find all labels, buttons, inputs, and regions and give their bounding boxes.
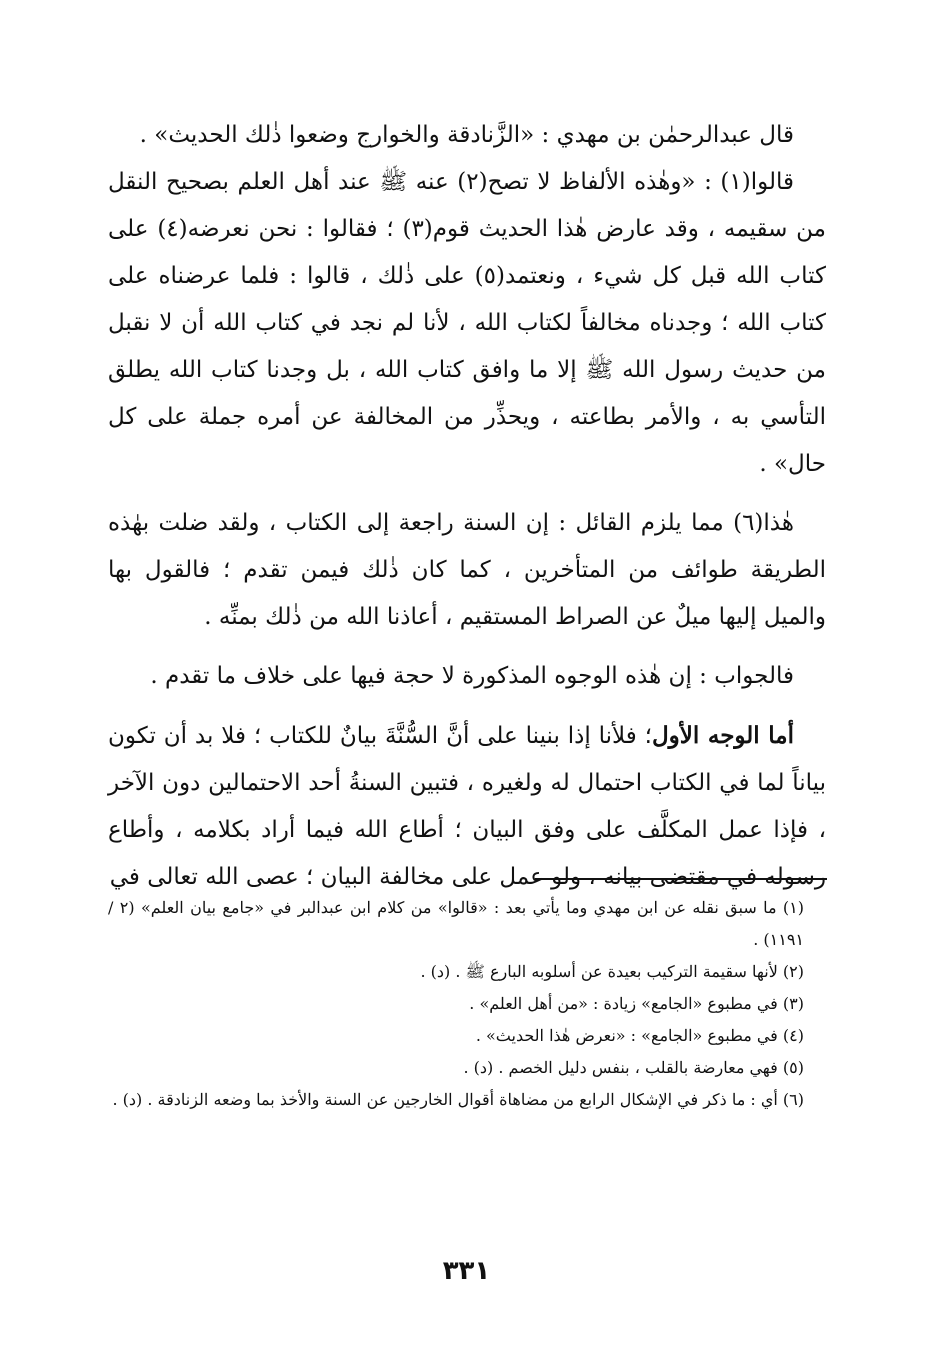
footnote-1: (١) ما سبق نقله عن ابن مهدي وما يأتي بعد : «قالوا» من كلام ابن عبدالبر في «جامع بيان العلم» (٢ / ١١٩١) . (108, 898, 804, 949)
paragraph-quote-ibn-mahdi: قال عبدالرحمٰن بن مهدي : «الزَّنادقة والخوارج وضعوا ذٰلك الحديث» . (139, 122, 794, 148)
footnote-3: (٣) في مطبوع «الجامع» زيادة : «من أهل العلم» . (469, 994, 804, 1013)
footnotes (108, 892, 826, 1116)
paragraph-hadha: هٰذا(٦) مما يلزم القائل : إن السنة راجعة إلى الكتاب ، ولقد ضلت بهٰذه الطريقة طوائف من المتأخرين ، كما كان ذٰلك فيمن تقدم ؛ فالقول بها والميل إليها ميلٌ عن الصراط المستقيم ، أعاذنا الله من ذٰلك بمنِّه . (108, 510, 826, 630)
footnote-6: (٦) أي : ما ذكر في الإشكال الرابع من مضاهاة أقوال الخارجين عن السنة والأخذ بما وضعه الزنادقة . (د) . (112, 1090, 804, 1109)
first-aspect-text: ؛ فلأنا إذا بنينا على أنَّ السُّنَّةَ بيانٌ للكتاب ؛ فلا بد أن تكون بياناً لما في الكتاب احتمال له ولغيره ، فتبين السنةُ أحد الاحتمالين دون الآخر ، فإذا عمل المكلَّف على وفق البيان ؛ أطاع الله فيما أراد بكلامه ، وأطاع رسوله في مقتضى بيانه ، ولو عمل على مخالفة البيان ؛ عصى الله تعالى في (108, 723, 826, 890)
paragraph-first-aspect (108, 712, 826, 901)
footnote-2: (٢) لأنها سقيمة التركيب بعيدة عن أسلوبه البارع ﷺ . (د) . (420, 962, 804, 981)
main-text (108, 112, 826, 901)
first-aspect-heading: أما الوجه الأول (651, 722, 794, 749)
footnote-5: (٥) فهي معارضة بالقلب ، بنفس دليل الخصم . (د) . (463, 1058, 804, 1077)
footnote-divider (535, 878, 827, 880)
paragraph-answer: فالجواب : إن هٰذه الوجوه المذكورة لا حجة فيها على خلاف ما تقدم . (150, 663, 794, 689)
page-number: ٣٣١ (442, 1256, 491, 1286)
paragraph-qalu: قالوا(١) : «وهٰذه الألفاظ لا تصح(٢) عنه ﷺ عند أهل العلم بصحيح النقل من سقيمه ، وقد عارض هٰذا الحديث قوم(٣) ؛ فقالوا : نحن نعرضه(٤) على كتاب الله قبل كل شيء ، ونعتمد(٥) على ذٰلك ، قالوا : فلما عرضناه على كتاب الله ؛ وجدناه مخالفاً لكتاب الله ، لأنا لم نجد في كتاب الله أن لا نقبل من حديث رسول الله ﷺ إلا ما وافق كتاب الله ، بل وجدنا كتاب الله يطلق التأسي به ، والأمر بطاعته ، ويحذِّر من المخالفة عن أمره جملة على كل حال» . (108, 169, 826, 477)
footnote-4: (٤) في مطبوع «الجامع» : «نعرض هٰذا الحديث» . (475, 1026, 804, 1045)
